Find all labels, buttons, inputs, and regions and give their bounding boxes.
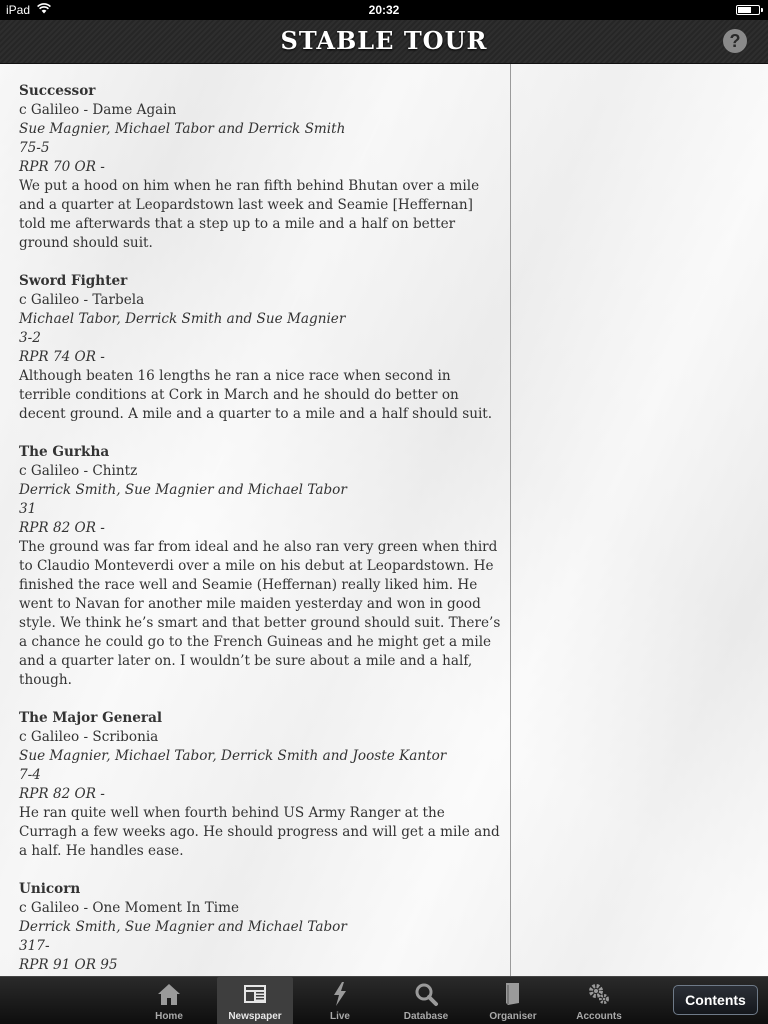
- tab-label: Live: [329, 1011, 350, 1022]
- trainer-comment: Although beaten 16 lengths he ran a nice race when second in terrible conditions at Cork in March and he should do better on decent ground. A mile and a quarter to a mile and a half should suit.: [19, 368, 493, 422]
- tab-live[interactable]: [302, 977, 378, 1024]
- horse-entry: [19, 82, 503, 253]
- horse-name: Unicorn: [19, 881, 81, 897]
- device-name: iPad: [6, 3, 31, 17]
- tab-label: Accounts: [576, 1011, 622, 1022]
- horse-name: The Major General: [19, 710, 163, 726]
- contents-button[interactable]: Contents: [673, 985, 758, 1015]
- tab-database[interactable]: [388, 977, 464, 1024]
- article-column: [19, 82, 503, 994]
- trainer-comment: He ran quite well when fourth behind US Army Ranger at the Curragh a few weeks ago. He should progress and will get a mile and a half. He handles ease.: [19, 805, 500, 859]
- trainer-comment: The ground was far from ideal and he also ran very green when third to Claudio Monteverdi over a mile on his debut at Leopardstown. He finished the race well and Seamie (Heffernan) really liked him. He went to Navan for another mile maiden yesterday and won in good style. We think he’s smart and that better ground should suit. There’s a chance he could go to the French Guineas and he might get a mile and a quarter later on. I wouldn’t be sure about a mile and a half, though.: [19, 539, 501, 688]
- gears-icon: [586, 981, 612, 1007]
- horse-entry: [19, 880, 503, 975]
- horse-owners: Sue Magnier, Michael Tabor, Derrick Smith and Jooste Kantor: [19, 748, 447, 764]
- horse-odds: 7-4: [19, 767, 41, 783]
- clock: 20:32: [368, 3, 400, 17]
- horse-name: Sword Fighter: [19, 273, 128, 289]
- battery-icon: [736, 5, 760, 15]
- tab-organiser[interactable]: [475, 977, 551, 1024]
- horse-owners: Sue Magnier, Michael Tabor and Derrick Smith: [19, 121, 346, 137]
- horse-name: The Gurkha: [19, 444, 110, 460]
- tab-home[interactable]: [131, 977, 207, 1024]
- tab-label: Organiser: [489, 1011, 537, 1022]
- tab-label: Newspaper: [228, 1011, 282, 1022]
- magnifier-icon: [413, 981, 439, 1007]
- horse-owners: Derrick Smith, Sue Magnier and Michael Tabor: [19, 482, 347, 498]
- header-bar: [0, 20, 768, 64]
- horse-pedigree: c Galileo - Scribonia: [19, 729, 159, 745]
- horse-owners: Derrick Smith, Sue Magnier and Michael Tabor: [19, 919, 347, 935]
- horse-pedigree: c Galileo - Tarbela: [19, 292, 145, 308]
- horse-pedigree: c Galileo - Dame Again: [19, 102, 177, 118]
- page-title: STABLE TOUR: [280, 26, 488, 55]
- column-divider: [510, 64, 511, 976]
- help-icon[interactable]: ?: [723, 29, 747, 53]
- status-bar: [0, 0, 768, 20]
- horse-rating: RPR 74 OR -: [19, 349, 105, 365]
- tab-label: Database: [403, 1011, 449, 1022]
- newspaper-icon: [242, 981, 268, 1007]
- home-icon: [156, 981, 182, 1007]
- tab-accounts[interactable]: [561, 977, 637, 1024]
- tab-newspaper[interactable]: [217, 977, 293, 1024]
- trainer-comment: We put a hood on him when he ran fifth behind Bhutan over a mile and a quarter at Leopardstown last week and Seamie [Heffernan] told me afterwards that a step up to a mile and a half on better ground should suit.: [19, 178, 480, 251]
- tab-label: Home: [155, 1011, 183, 1022]
- horse-odds: 317-: [19, 938, 50, 954]
- horse-odds: 31: [19, 501, 37, 517]
- horse-rating: RPR 91 OR 95: [19, 957, 118, 973]
- horse-odds: 3-2: [19, 330, 41, 346]
- tab-bar: [0, 976, 768, 1024]
- horse-pedigree: c Galileo - Chintz: [19, 463, 138, 479]
- horse-name: Successor: [19, 83, 96, 99]
- horse-odds: 75-5: [19, 140, 50, 156]
- lightning-icon: [327, 981, 353, 1007]
- horse-entry: [19, 443, 503, 690]
- horse-rating: RPR 82 OR -: [19, 520, 105, 536]
- wifi-icon: [37, 3, 51, 14]
- article-page[interactable]: [0, 64, 768, 976]
- horse-entry: [19, 709, 503, 861]
- horse-pedigree: c Galileo - One Moment In Time: [19, 900, 240, 916]
- horse-owners: Michael Tabor, Derrick Smith and Sue Magnier: [19, 311, 346, 327]
- horse-rating: RPR 70 OR -: [19, 159, 105, 175]
- horse-rating: RPR 82 OR -: [19, 786, 105, 802]
- horse-entry: [19, 272, 503, 424]
- book-icon: [500, 981, 526, 1007]
